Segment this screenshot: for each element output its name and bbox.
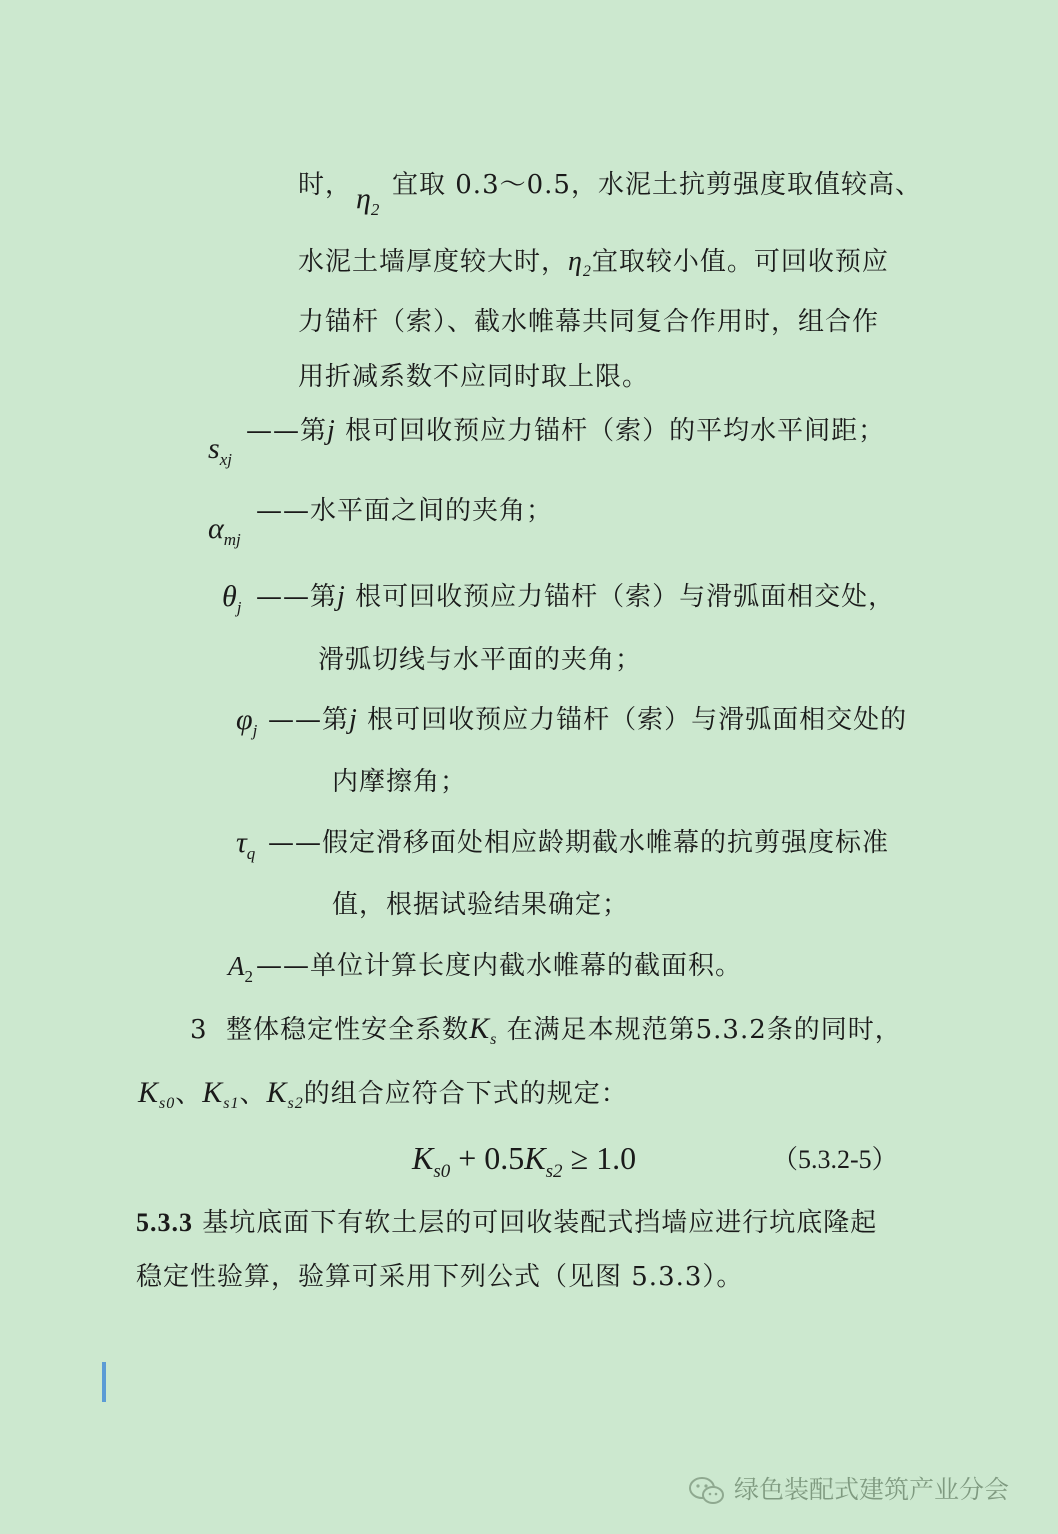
tau-q-definition: ——假定滑移面处相应龄期截水帷幕的抗剪强度标准: [268, 828, 890, 858]
wechat-icon: [688, 1476, 726, 1506]
a2-definition: ——单位计算长度内截水帷幕的截面积。: [256, 951, 743, 981]
item3-line-2: $K_{s0}$、$K_{s1}$、$K_{s2}$的组合应符合下式的规定：: [138, 1076, 628, 1112]
watermark: [688, 1470, 1009, 1506]
section-number: 5.3.3: [136, 1208, 193, 1237]
sec533-line-1: 5.3.3 基坑底面下有软土层的可回收装配式挡墙应进行坑底隆起: [136, 1208, 878, 1238]
sec533-line-2: 稳定性验算，验算可采用下列公式（见图 5.3.3）。: [136, 1262, 744, 1292]
phi-j-definition: ——第j 根可回收预应力锚杆（索）与滑弧面相交处的: [268, 704, 908, 735]
sxj-definition: ——第j 根可回收预应力锚杆（索）的平均水平间距；: [246, 415, 886, 446]
phi-j-definition-cont: 内摩擦角；: [332, 767, 468, 797]
equation-number: （5.3.2-5）: [772, 1145, 898, 1174]
item3-line-1: 3 整体稳定性安全系数$K_s$ 在满足本规范第5.3.2条的同时，: [190, 1012, 902, 1048]
alpha-mj-symbol: $\alpha_{mj}$: [208, 512, 241, 549]
tau-q-symbol: $\tau_q$: [236, 826, 256, 863]
para-line-4: 用折减系数不应同时取上限。: [298, 362, 650, 392]
alpha-mj-definition: ——水平面之间的夹角；: [256, 496, 554, 526]
text-cursor: [102, 1362, 106, 1402]
formula-5-3-2-5: $K_{s0} + 0.5K_{s2} \ge 1.0$: [412, 1140, 637, 1182]
watermark-text: 绿色装配式建筑产业分会: [734, 1475, 1010, 1504]
a2-symbol: $A_2$: [228, 951, 253, 986]
theta-j-symbol: $\theta_j$: [222, 580, 242, 617]
sxj-symbol: $s_{xj}$: [208, 432, 232, 469]
theta-j-definition: ——第j 根可回收预应力锚杆（索）与滑弧面相交处，: [256, 581, 896, 612]
para-line-3: 力锚杆（索）、截水帷幕共同复合作用时，组合作: [298, 307, 880, 337]
theta-j-definition-cont: 滑弧切线与水平面的夹角；: [318, 645, 643, 675]
phi-j-symbol: $\varphi_j$: [236, 703, 258, 740]
para-line-2: 水泥土墙厚度较大时，$\eta_2$宜取较小值。可回收预应: [298, 246, 889, 280]
para-line-1: 时，: [298, 170, 353, 200]
para-line-1-rest: 宜取 0.3～0.5，水泥土抗剪强度取值较高、: [392, 170, 922, 200]
eta2-symbol: $\eta_2$: [356, 182, 380, 219]
tau-q-definition-cont: 值，根据试验结果确定；: [332, 890, 630, 920]
